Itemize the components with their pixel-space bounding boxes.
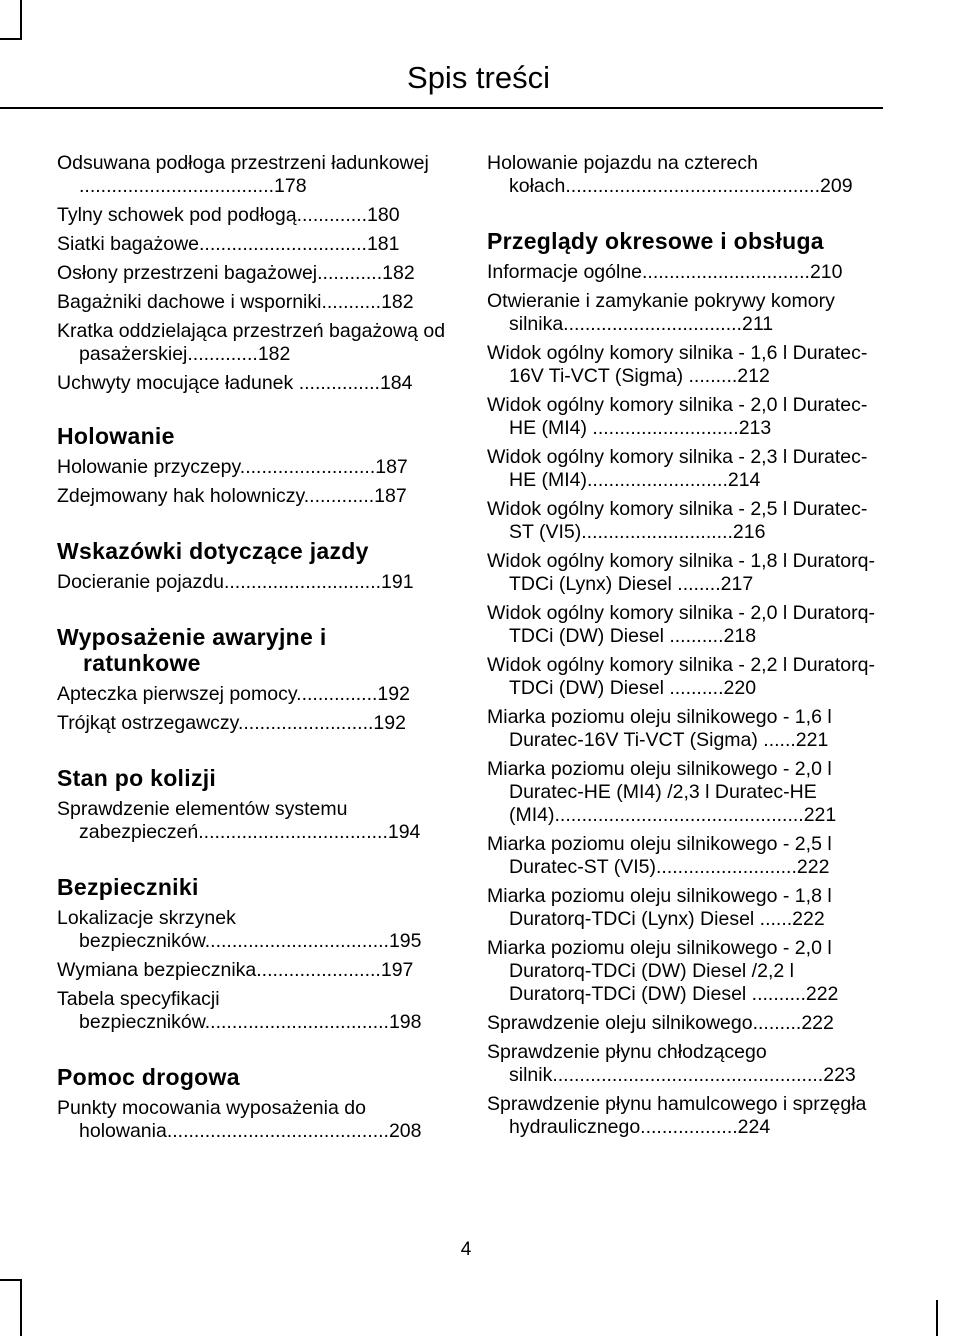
- toc-entry[interactable]: Trójkąt ostrzegawczy.........................192: [57, 712, 406, 734]
- toc-entry[interactable]: Holowanie pojazdu na czterech kołach...............................................209: [487, 152, 853, 197]
- toc-entry[interactable]: Docieranie pojazdu.............................191: [57, 571, 414, 593]
- crop-mark-bottom-left-h: [0, 1279, 22, 1281]
- toc-entry[interactable]: Widok ogólny komory silnika - 2,5 l Duratec-ST (VI5)............................216: [487, 498, 868, 543]
- toc-entry[interactable]: Uchwyty mocujące ładunek ...............184: [57, 372, 413, 394]
- toc-entry[interactable]: Lokalizacje skrzynek bezpieczników..................................195: [57, 907, 422, 952]
- toc-entry[interactable]: Holowanie przyczepy.........................187: [57, 456, 408, 478]
- toc-entry[interactable]: Otwieranie i zamykanie pokrywy komory silnika.................................211: [487, 290, 835, 335]
- section-heading-pomoc: Pomoc drogowa: [57, 1064, 240, 1090]
- toc-entry[interactable]: Widok ogólny komory silnika - 2,2 l Duratorq-TDCi (DW) Diesel ..........220: [487, 654, 875, 699]
- toc-entry[interactable]: Sprawdzenie oleju silnikowego.........222: [487, 1012, 834, 1034]
- toc-entry[interactable]: Miarka poziomu oleju silnikowego - 2,0 l Duratec-HE (MI4) /2,3 l Duratec-HE (MI4)..............................................221: [487, 758, 837, 826]
- toc-entry[interactable]: Sprawdzenie płynu hamulcowego i sprzęgła hydraulicznego..................224: [487, 1093, 867, 1138]
- toc-entry[interactable]: Odsuwana podłoga przestrzeni ładunkowej ....................................178: [57, 152, 429, 197]
- toc-entry[interactable]: Punkty mocowania wyposażenia do holowania.........................................208: [57, 1097, 422, 1142]
- toc-entry[interactable]: Kratka oddzielająca przestrzeń bagażową od pasażerskiej.............182: [57, 320, 446, 365]
- toc-entry[interactable]: Informacje ogólne...............................210: [487, 261, 843, 283]
- toc-entry[interactable]: Miarka poziomu oleju silnikowego - 1,8 l Duratorq-TDCi (Lynx) Diesel ......222: [487, 885, 832, 930]
- toc-entry[interactable]: Miarka poziomu oleju silnikowego - 2,0 l Duratorq-TDCi (DW) Diesel /2,2 l Duratorq-TDCi (DW) Diesel ..........222: [487, 937, 839, 1005]
- toc-entry[interactable]: Siatki bagażowe...............................181: [57, 233, 400, 255]
- crop-mark-bottom-right-v: [936, 1300, 938, 1336]
- crop-mark-top-left-v: [20, 0, 22, 40]
- section-heading-wskazowki: Wskazówki dotyczące jazdy: [57, 538, 369, 564]
- toc-right-column: [487, 152, 879, 1145]
- toc-entry[interactable]: Bagażniki dachowe i wsporniki...........182: [57, 291, 414, 313]
- page-title: Spis treści: [407, 60, 550, 95]
- toc-entry[interactable]: Apteczka pierwszej pomocy...............192: [57, 683, 410, 705]
- toc-entry[interactable]: Tylny schowek pod podłogą.............180: [57, 204, 400, 226]
- toc-entry[interactable]: Zdejmowany hak holowniczy.............187: [57, 485, 407, 507]
- toc-entry[interactable]: Miarka poziomu oleju silnikowego - 1,6 l Duratec-16V Ti-VCT (Sigma) ......221: [487, 706, 832, 751]
- toc-entry[interactable]: Widok ogólny komory silnika - 2,0 l Duratec-HE (MI4) ...........................213: [487, 394, 868, 439]
- toc-entry[interactable]: Sprawdzenie płynu chłodzącego silnik..................................................223: [487, 1041, 856, 1086]
- toc-entry[interactable]: Osłony przestrzeni bagażowej............182: [57, 262, 415, 284]
- toc-entry[interactable]: Tabela specyfikacji bezpieczników..................................198: [57, 988, 422, 1033]
- toc-entry[interactable]: Widok ogólny komory silnika - 1,6 l Duratec-16V Ti-VCT (Sigma) .........212: [487, 342, 868, 387]
- page-number: 4: [460, 1239, 472, 1260]
- toc-entry[interactable]: Sprawdzenie elementów systemu zabezpieczeń...................................194: [57, 798, 421, 843]
- section-heading-holowanie: Holowanie: [57, 423, 175, 449]
- toc-entry[interactable]: Widok ogólny komory silnika - 1,8 l Duratorq-TDCi (Lynx) Diesel ........217: [487, 550, 875, 595]
- section-heading-bezpieczniki: Bezpieczniki: [57, 874, 199, 900]
- crop-mark-bottom-left-v: [20, 1279, 22, 1336]
- section-heading-wyposazenie: Wyposażenie awaryjne i ratunkowe: [57, 624, 327, 676]
- title-rule: [0, 107, 883, 109]
- toc-entry[interactable]: Wymiana bezpiecznika.......................197: [57, 959, 414, 981]
- toc-entry[interactable]: Widok ogólny komory silnika - 2,0 l Duratorq-TDCi (DW) Diesel ..........218: [487, 602, 875, 647]
- section-heading-kolizja: Stan po kolizji: [57, 765, 217, 791]
- toc-entry[interactable]: Widok ogólny komory silnika - 2,3 l Duratec-HE (MI4)..........................214: [487, 446, 868, 491]
- toc-entry[interactable]: Miarka poziomu oleju silnikowego - 2,5 l Duratec-ST (VI5)..........................222: [487, 833, 832, 878]
- section-heading-przeglady: Przeglądy okresowe i obsługa: [487, 228, 824, 254]
- toc-left-column: [57, 152, 449, 1149]
- crop-mark-top-left-h: [0, 38, 22, 40]
